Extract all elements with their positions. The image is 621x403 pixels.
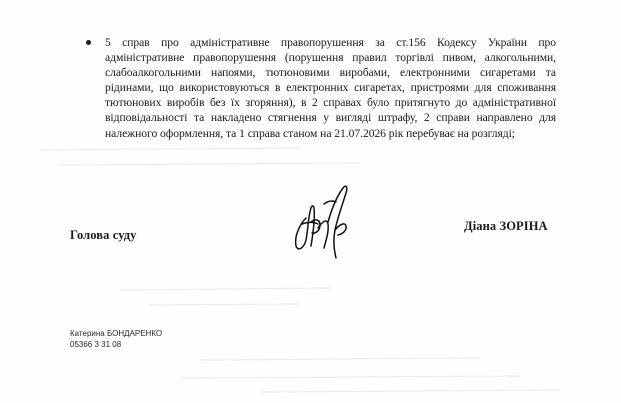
handwritten-signature bbox=[280, 178, 360, 270]
executor-info bbox=[70, 328, 162, 350]
list-item-text: 5 справ про адміністративне правопорушення за ст.156 Кодексу України про адміністративне правопорушення (порушення правил торгівлі пивом, алкогольними, слабоалкогольними напоями, тютюновими виробами, електронними сигаретами та рідинами, що використовуються в електронних сигаретах, пристроями для споживання тютюнових виробів без їх згоряння), в 2 справах було притягнуто до адміністративної відповідальності та накладено стягнення у вигляді штрафу, 2 справи направлено для належного оформлення, та 1 справа станом на 21.07.2026 рік перебуває на розгляді; bbox=[105, 36, 556, 140]
executor-phone: 05366 3 31 08 bbox=[70, 340, 122, 349]
signer-name: Діана ЗОРІНА bbox=[464, 219, 548, 233]
signer-role: Голова суду bbox=[70, 228, 137, 242]
executor-name: Катерина БОНДАРЕНКО bbox=[70, 329, 163, 338]
bullet-icon bbox=[86, 40, 91, 45]
